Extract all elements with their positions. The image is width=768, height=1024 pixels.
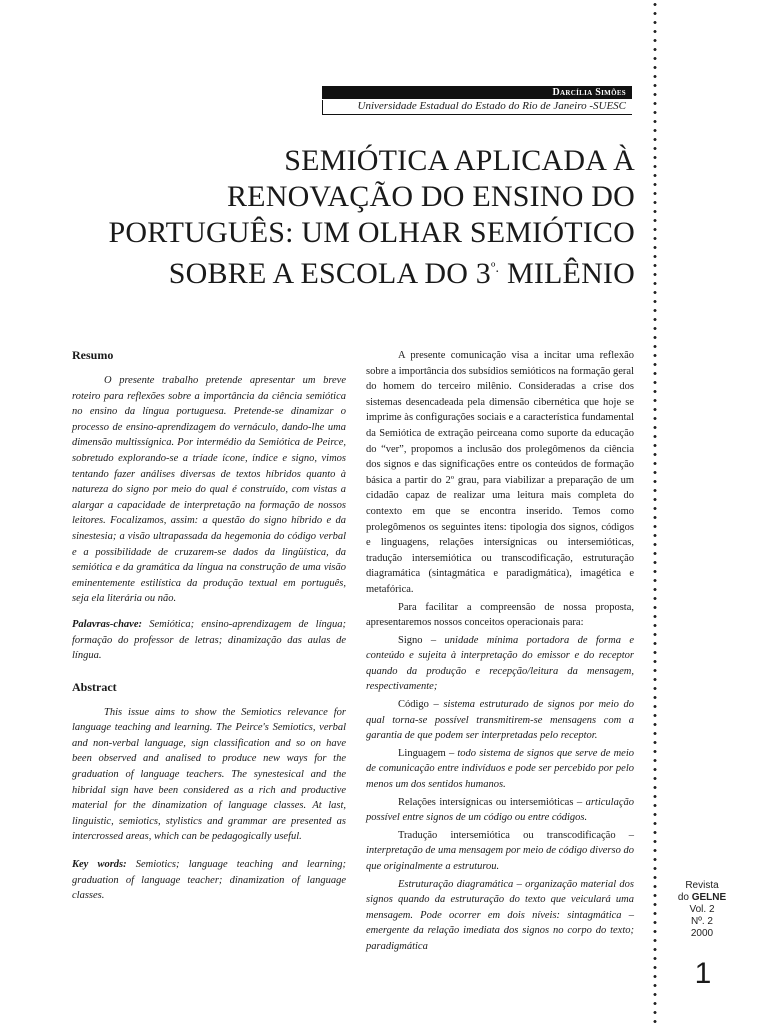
article-title — [60, 143, 635, 292]
definition-codigo: Código – sistema estruturado de signos por meio do qual torna-se possível transmitirem-se mensagens com a garantia de que podem ser interpretadas pelo receptor. — [366, 699, 635, 742]
definition-traducao: Tradução intersemiótica ou transcodificação – interpretação de uma mensagem por meio de código diverso do que originalmente a estruturou. — [366, 829, 634, 872]
journal-year: 2000 — [690, 928, 714, 939]
title-line-4: SOBRE A ESCOLA DO $3^{º.}$ MILÊNIO — [168, 257, 635, 290]
body-paragraph-1: A presente comunicação visa a incitar uma reflexão sobre a importância dos subsídios semióticos na formação geral do homem do terceiro milênio. Consideradas a crise dos sistemas desencadeada pela dimensão cibernética que hoje se imprime às configurações sociais e a característica fundamental da Semiótica de extração peirceana como suporte da educação do “ver”, propomos a inclusão dos prolegômenos da ciência dos signos e das significações entre os conteúdos de formação básica a partir do 2º grau, para viabilizar a preparação de um cidadão capaz de realizar uma leitura mais completa do contexto em que se encontra inserido. Temos como prolegômenos os seguintes itens: tipologia dos signos, códigos e linguagens, relações intersígnicas ou intersemióticas, tradução intersemiótica ou transcodificação, estruturação diagramática (sintagmática e paradigmática), imagética e metafórica. — [366, 350, 634, 595]
definition-signo: Signo – unidade mínima portadora de forma e conteúdo e sujeita à interpretação do emissor e do receptor quando da produção e recepção/leitura da mensagem, respectivamente; — [366, 634, 635, 693]
definition-linguagem: Linguagem – todo sistema de signos que serve de meio de comunicação entre indivíduos e pode ser percebido por pelo menos um dos sentidos humanos. — [366, 747, 634, 791]
right-column — [366, 348, 634, 957]
definition-estruturacao: Estruturação diagramática – organização material dos signos quando da estruturação do texto que veiculará uma mensagem. Pode ocorrer em dois níveis: sintagmática – emergente da relação imediata dos signos no corpo do texto; paradigmática — [366, 878, 635, 952]
journal-revista: Revista — [685, 880, 719, 891]
body-paragraph-2: Para facilitar a compreensão de nossa proposta, apresentaremos nossos conceitos operacionais para: — [366, 601, 634, 629]
page-number: 1 — [694, 957, 712, 990]
author-name: Darcília Simões — [322, 86, 632, 99]
title-line-1: SEMIÓTICA APLICADA À — [284, 144, 635, 177]
abstract-text: This issue aims to show the Semiotics relevance for language teaching and learning. The Peirce's Semiotics, verbal and non-verbal language, sign classification and so on have been observed and analised to produce new ways for the graduation of language teachers. The synestesical and the hibridal sign have been considered as a rich and productive material for the dinamization of language classes. At last, linguistic, semiotics, stylistics and grammar are presented as intercrossed areas, which can be pedagogically useful. — [72, 706, 346, 843]
title-line-3: PORTUGUÊS: UM OLHAR SEMIÓTICO — [108, 216, 635, 249]
abstract-keywords: Key words: Semiotics; language teaching and learning; graduation of language teacher; dinamization of language classes. — [72, 859, 346, 902]
abstract-heading: Abstract — [72, 679, 117, 694]
keywords-label: Palavras-chave: — [72, 618, 142, 630]
author-affiliation: Universidade Estadual do Estado do Rio de Janeiro -SUESC — [322, 100, 632, 115]
journal-volume: Vol. 2 — [689, 904, 715, 915]
resumo-text: O presente trabalho pretende apresentar um breve roteiro para reflexões sobre a importância da ciência semiótica no ensino da língua portuguesa. Pretende-se dinamizar o processo de ensino-aprendizagem do vernáculo, dando-lhe uma dimensão multissígnica. Por intermédio da Semiótica de Peirce, sobretudo explorando-se a tríade ícone, índice e signo, vimos tentando fazer análises diversas de textos híbridos quanto à natureza do signo por meio do qual é construído, com vistas a alargar a capacidade de interpretação na formação de nossos leitores. Focalizamos, assim: a questão do signo híbrido e da sinestesia; a visão ultrapassada da hegemonia do código verbal e a possibilidade de cruzarem-se dados da lingüística, da semiótica e da gramática da língua na construção de uma visão eminentemente estilística da produção textual em português, seja ela literária ou não. — [72, 375, 346, 605]
left-column — [72, 348, 346, 910]
dotted-vertical-rule — [652, 0, 658, 1024]
definition-relacoes: Relações intersígnicas ou intersemióticas – articulação possível entre signos de um código ou entre códigos. — [366, 796, 634, 824]
resumo-heading: Resumo — [72, 348, 114, 362]
journal-name: do GELNE — [677, 892, 727, 903]
title-line-2: RENOVAÇÃO DO ENSINO DO — [226, 180, 635, 213]
journal-number: Nº. 2 — [691, 916, 713, 927]
journal-info — [672, 880, 732, 940]
resumo-keywords: Palavras-chave: Semiótica; ensino-aprendizagem de língua; formação do professor de letras; dinamização das aulas de língua. — [72, 618, 346, 662]
key-words-label: Key words: — [72, 859, 127, 871]
